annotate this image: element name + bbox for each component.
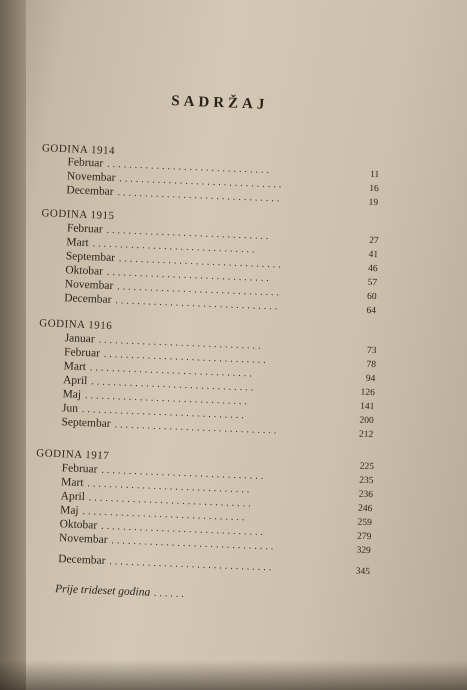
entry-label: Jun [61,402,79,415]
entry-page: 94 [365,373,376,385]
toc-entry: Mart .............................. 94 [63,360,376,385]
entry-page: 19 [368,197,379,209]
toc-entry: Novembar .............................. 16 [66,170,379,195]
entry-page: 212 [358,429,374,441]
section-year-1914: GODINA 1914 [41,142,116,158]
section-year-1917: GODINA 1917 [36,447,110,463]
entry-page: 126 [360,387,376,399]
toc-entry: Januar .............................. 73 [64,332,377,357]
entry-label: Decembar [57,553,106,567]
section-year-1916: GODINA 1916 [39,317,113,333]
toc-entry: Decembar .............................. 64 [64,292,377,317]
entry-page: 329 [356,545,371,557]
entry-page [213,598,235,599]
page-shadow [0,660,467,690]
toc-entry: Februar .............................. 27 [66,222,379,247]
entry-page: 11 [369,169,380,181]
entry-page: 236 [358,489,374,501]
toc-entry: Decembar .............................. 19 [66,184,379,209]
entry-page: 235 [359,475,374,487]
entry-label: Oktobar [59,518,98,532]
entry-page: 73 [366,345,377,357]
entry-label: Novembar [66,170,116,185]
entry-page: 225 [359,461,375,473]
toc-entry: Maj .............................. 259 [59,504,373,529]
toc-entry: Decembar .............................. 345 [57,553,371,578]
toc-entry: Novembar .............................. 60 [64,278,377,303]
toc-entry: Mart .............................. 41 [66,236,379,261]
entry-page: 16 [368,183,379,195]
toc-entry: Februar .............................. 11 [67,156,380,181]
toc-entry: Oktobar .............................. 57 [65,264,378,289]
toc-entry: Mart .............................. 236 [60,476,374,501]
entry-label: Decembar [64,292,112,307]
entry-page: 246 [357,503,373,515]
toc-entry: Novembar .............................. 329 [58,532,371,557]
entry-page: 46 [367,263,378,275]
entry-label: Januar [64,332,95,346]
entry-label: Prije trideset godina [54,583,151,599]
entry-label: Februar [61,462,98,476]
section-year-1915: GODINA 1915 [41,207,115,223]
entry-label: Mart [63,360,87,374]
entry-label: April [62,374,88,388]
entry-page: 78 [366,359,377,371]
entry-page: 200 [359,415,374,427]
toc-entry: Jun .............................. 200 [61,402,374,427]
page-title: SADRŽAJ [170,93,269,113]
entry-label: Februar [66,222,103,236]
toc-entry: Februar .............................. 78 [63,346,377,371]
entry-label: Oktobar [65,264,104,278]
entry-label: Mart [60,476,84,490]
entry-label: Novembar [64,278,114,293]
toc-entry: Februar .............................. 235 [61,462,374,487]
entry-label: Mart [66,236,89,250]
entry-page: 27 [368,235,379,247]
entry-page: 60 [366,291,377,303]
entry-page: 259 [357,517,373,529]
toc-entry: Oktobar .............................. 279 [59,518,372,543]
entry-page: 57 [367,277,378,289]
toc-entry-closing: Prije trideset godina ...... [54,583,188,601]
entry-label: Septembar [61,416,111,431]
entry-page: 41 [368,249,379,261]
entry-label: April [60,490,86,504]
entry-label: Februar [63,346,101,360]
entry-page: 345 [355,566,371,578]
toc-entry: April .............................. 126 [62,374,376,399]
entry-label: Februar [67,156,104,170]
toc-entry: April .............................. 246 [60,490,373,515]
entry-label: Maj [62,388,82,401]
toc-entry: Maj .............................. 141 [62,388,375,413]
entry-label: Maj [59,504,79,517]
entry-label: Novembar [58,532,108,547]
entry-page: 64 [366,305,377,317]
entry-label: Decembar [66,184,114,199]
toc-entry: Septembar .............................. 212 [61,416,374,441]
entry-label: Septembar [65,250,116,265]
entry-page: 279 [356,531,372,543]
toc-entry: Septembar .............................. 46 [65,250,378,275]
entry-page: 141 [359,401,375,413]
